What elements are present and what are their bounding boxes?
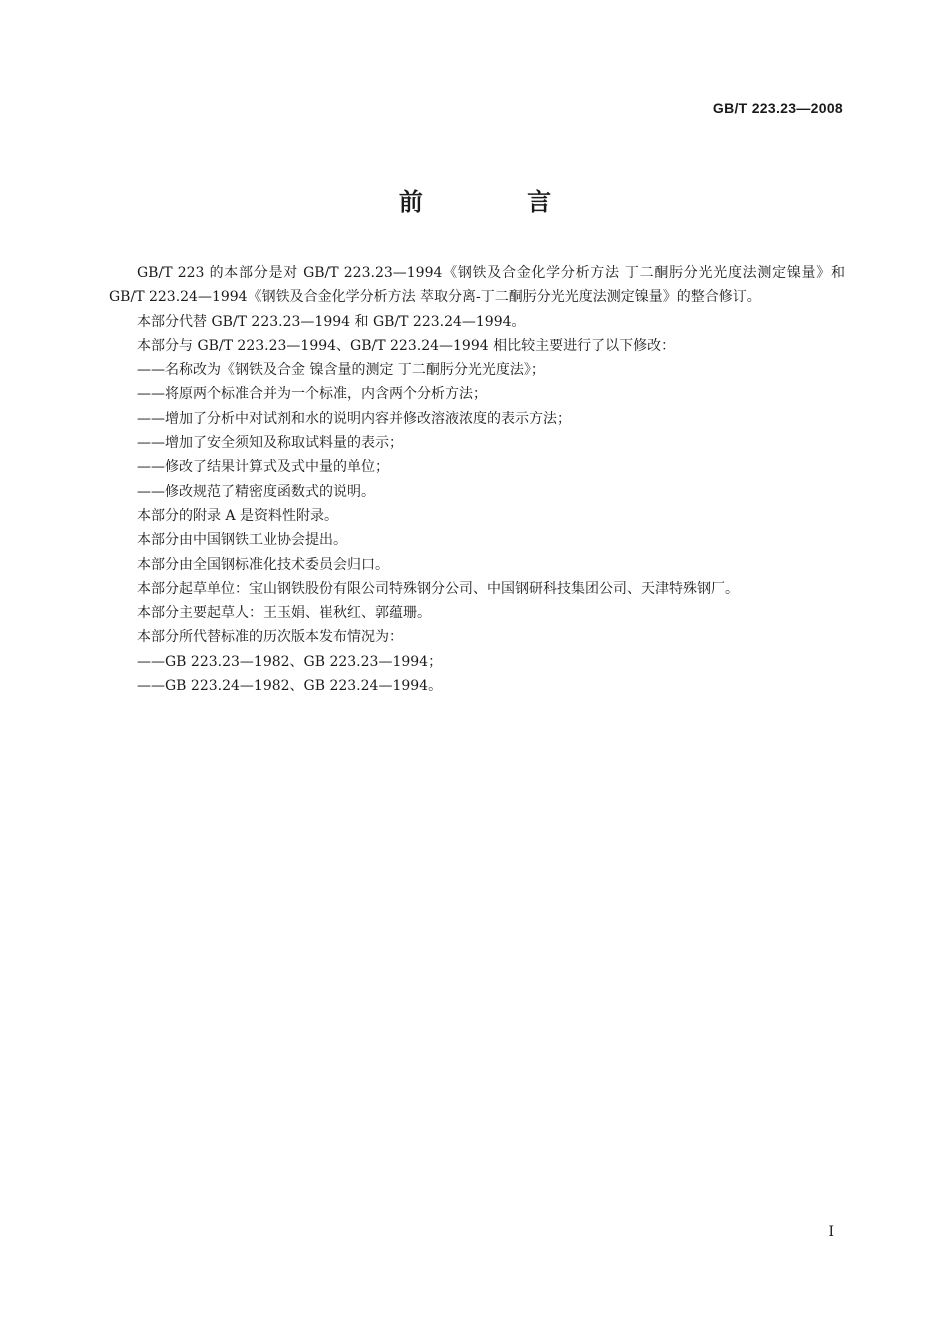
paragraph-drafting-units: 本部分起草单位：宝山钢铁股份有限公司特殊钢分公司、中国钢研科技集团公司、天津特殊钢厂。 (137, 580, 739, 597)
paragraph-replaces: 本部分代替 GB/T 223.23—1994 和 GB/T 223.24—1994。 (137, 313, 526, 330)
list-item-change: ——将原两个标准合并为一个标准，内含两个分析方法； (137, 386, 487, 403)
list-item-change: ——修改了结果计算式及式中量的单位； (137, 459, 389, 476)
paragraph-appendix: 本部分的附录 A 是资料性附录。 (137, 507, 339, 524)
paragraph-committee: 本部分由全国钢标准化技术委员会归口。 (137, 556, 389, 573)
list-item-change: ——名称改为《钢铁及合金 镍含量的测定 丁二酮肟分光光度法》； (137, 362, 545, 379)
page-title: 前 言 (398, 188, 600, 216)
list-item-history: ——GB 223.24—1982、GB 223.24—1994。 (137, 678, 443, 695)
paragraph-drafters: 本部分主要起草人：王玉娟、崔秋红、郭蕴珊。 (137, 605, 431, 622)
list-item-change: ——增加了安全须知及称取试料量的表示； (137, 435, 403, 452)
list-item-change: ——增加了分析中对试剂和水的说明内容并修改溶液浓度的表示方法； (137, 410, 571, 427)
foreword-body (109, 261, 845, 698)
paragraph-intro: GB/T 223 的本部分是对 GB/T 223.23—1994《钢铁及合金化学分析方法 丁二酮肟分光光度法测定镍量》和 GB/T 223.24—1994《钢铁及合金化学分析方法 萃取分离-丁二酮肟分光光度法测定镍量》的整合修订。 (109, 265, 845, 306)
paragraph-history-lead: 本部分所代替标准的历次版本发布情况为： (137, 629, 403, 646)
paragraph-changes-lead: 本部分与 GB/T 223.23—1994、GB/T 223.24—1994 相比较主要进行了以下修改： (137, 337, 676, 354)
paragraph-proposer: 本部分由中国钢铁工业协会提出。 (137, 532, 347, 549)
page-number: I (828, 1224, 834, 1240)
list-item-history: ——GB 223.23—1982、GB 223.23—1994； (137, 653, 443, 670)
list-item-change: ——修改规范了精密度函数式的说明。 (137, 483, 375, 500)
standard-code: GB/T 223.23—2008 (712, 100, 843, 116)
